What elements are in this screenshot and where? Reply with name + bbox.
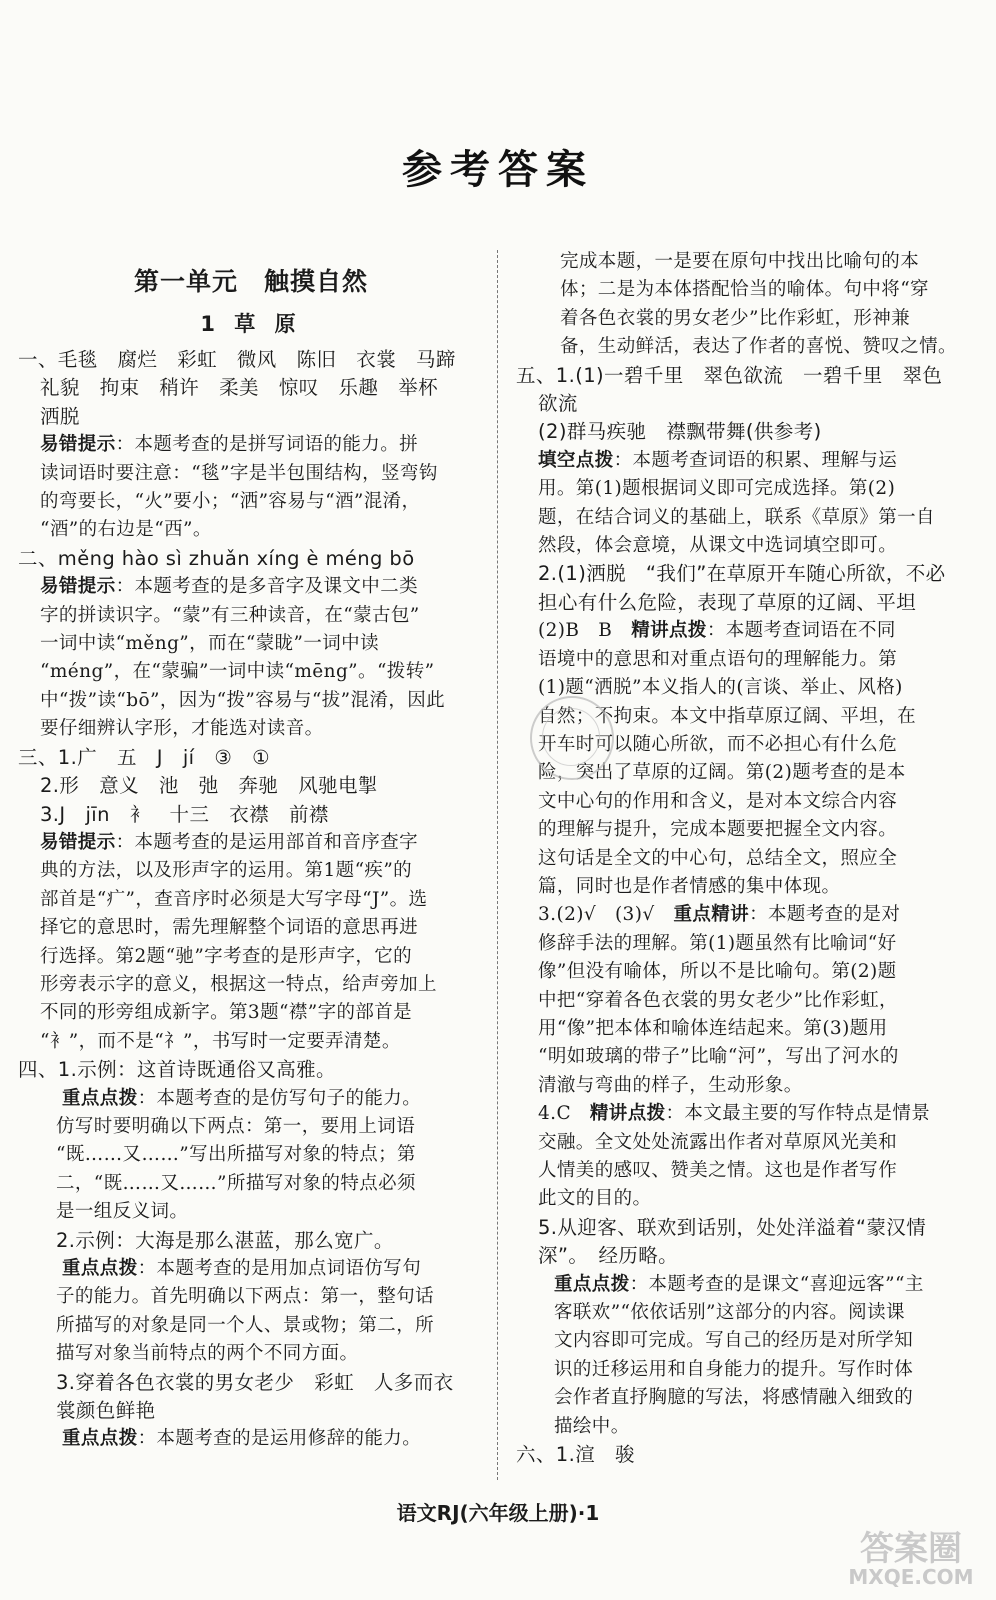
answer-line: 四、1.示例：这首诗既通俗又高雅。 bbox=[18, 1058, 336, 1082]
explanation-line: 描写对象当前特点的两个不同方面。 bbox=[56, 1343, 359, 1365]
watermark-logo bbox=[836, 1529, 986, 1592]
left-lines bbox=[18, 346, 484, 1454]
explanation-line: “既……又……”写出所描写对象的特点；第 bbox=[56, 1144, 416, 1166]
watermark-line1: 答案圈 bbox=[860, 1529, 962, 1569]
answer-line: 洒脱 bbox=[40, 404, 80, 428]
explanation-line bbox=[516, 1100, 976, 1128]
hint-keyword: 易错提示 bbox=[40, 434, 116, 456]
explanation-line: 子的能力。首先明确以下两点：第一，整句话 bbox=[56, 1286, 435, 1308]
watermark-line2: MXQE.COM bbox=[848, 1565, 974, 1589]
line-text-post: ：本题考查的是仿写句子的能力。 bbox=[137, 1087, 422, 1109]
explanation-line: 二，“既……又……”所描写对象的特点必须 bbox=[56, 1172, 416, 1194]
explanation-line: “méng”，在“蒙骗”一词中读“mēng”。“拨转” bbox=[40, 661, 435, 683]
page-footer: 语文RJ(六年级上册)·1 bbox=[396, 1501, 600, 1525]
explanation-line: 交融。全文处处流露出作者对草原风光美和 bbox=[538, 1131, 898, 1153]
explanation-line: 用“像”把本体和喻体连结起来。第(3)题用 bbox=[538, 1017, 888, 1039]
hint-keyword: 精讲点拨 bbox=[631, 620, 707, 642]
explanation-line: 行选择。第2题“驰”字考查的是形声字，它的 bbox=[40, 945, 413, 967]
lesson-title: 1 草 原 bbox=[200, 312, 302, 336]
line-text-post: ：本文最主要的写作特点是情景 bbox=[665, 1103, 931, 1125]
stamp-seal bbox=[530, 696, 614, 780]
explanation-line: 识的迁移运用和自身能力的提升。写作时体 bbox=[554, 1358, 914, 1380]
answer-line: 一、毛毯 腐烂 彩虹 微风 陈旧 衣裳 马蹄 bbox=[18, 348, 456, 371]
right-column bbox=[516, 248, 976, 1469]
explanation-line bbox=[516, 447, 976, 475]
explanation-line: 用。第(1)题根据词义即可完成选择。第(2) bbox=[538, 478, 896, 500]
line-text-post: ：本题考查的是运用部首和音序查字 bbox=[115, 831, 419, 853]
explanation-line bbox=[18, 1425, 484, 1453]
hint-keyword: 重点点拨 bbox=[554, 1273, 630, 1295]
answer-line: 5.从迎客、联欢到话别，处处洋溢着“蒙汉情 bbox=[538, 1215, 927, 1239]
line-text-pre: 3.(2)√ (3)√ bbox=[538, 904, 674, 926]
explanation-line: 语境中的意思和对重点语句的理解能力。第 bbox=[538, 648, 898, 670]
answer-line: 五、1.(1)一碧千里 翠色欲流 一碧千里 翠色 bbox=[516, 363, 943, 387]
explanation-line: 中把“穿着各色衣裳的男女老少”比作彩虹， bbox=[538, 989, 898, 1011]
answer-line: 2.示例：大海是那么湛蓝，那么宽广。 bbox=[56, 1228, 394, 1252]
answer-line: 3.穿着各色衣裳的男女老少 彩虹 人多而衣 bbox=[56, 1370, 454, 1394]
explanation-line bbox=[18, 431, 484, 459]
answer-line: 欲流 bbox=[538, 392, 578, 416]
line-text-post: ：本题考查的是运用修辞的能力。 bbox=[137, 1428, 422, 1450]
explanation-line: 字的拼读识字。“蒙”有三种读音，在“蒙古包” bbox=[40, 604, 420, 626]
explanation-line bbox=[516, 617, 976, 645]
answer-line: 担心有什么危险，表现了草原的辽阔、平坦 bbox=[538, 590, 917, 614]
line-text-post: ：本题考查词语在不同 bbox=[706, 620, 896, 642]
answer-line: 礼貌 拘束 稍许 柔美 惊叹 乐趣 举杯 bbox=[40, 376, 439, 400]
hint-keyword: 重点点拨 bbox=[62, 1087, 138, 1109]
explanation-line: 完成本题，一是要在原句中找出比喻句的本 bbox=[560, 251, 920, 272]
explanation-line: 的理解与提升，完成本题要把握全文内容。 bbox=[538, 819, 898, 841]
line-text-post: ：本题考查的是多音字及课文中二类 bbox=[115, 576, 419, 598]
line-text-pre: 4.C bbox=[538, 1103, 590, 1125]
explanation-line: 典的方法，以及形声字的运用。第1题“疾”的 bbox=[40, 860, 413, 882]
line-text-post: ：本题考查的是拼写词语的能力。拼 bbox=[115, 434, 419, 456]
explanation-line: 开车时可以随心所欲，而不必担心有什么危 bbox=[538, 733, 898, 755]
answer-line: 3.J jīn 衤 十三 衣襟 前襟 bbox=[40, 802, 329, 826]
explanation-line: 描绘中。 bbox=[554, 1415, 630, 1437]
explanation-line bbox=[516, 901, 976, 929]
explanation-line: 像”但没有喻体，所以不是比喻句。第(2)题 bbox=[538, 961, 897, 983]
answer-line: 深”。 经历略。 bbox=[538, 1244, 679, 1268]
answer-line: 二、měng hào sì zhuǎn xíng è méng bō bbox=[18, 546, 415, 570]
explanation-line: 自然；不拘束。本文中指草原辽阔、平坦，在 bbox=[538, 705, 917, 727]
hint-keyword: 重点精讲 bbox=[673, 904, 750, 926]
hint-keyword: 填空点拨 bbox=[538, 449, 614, 471]
explanation-line: 要仔细辨认字形，才能选对读音。 bbox=[40, 718, 324, 740]
explanation-line bbox=[18, 1255, 484, 1283]
explanation-line: “酒”的右边是“西”。 bbox=[40, 519, 212, 541]
line-text-post: ：本题考查词语的积累、理解与运 bbox=[613, 449, 898, 471]
explanation-line: 不同的形旁组成新字。第3题“襟”字的部首是 bbox=[40, 1002, 413, 1024]
answer-line: 裳颜色鲜艳 bbox=[56, 1399, 156, 1423]
explanation-line: 一词中读“měng”，而在“蒙眬”一词中读 bbox=[40, 633, 379, 655]
right-lines bbox=[516, 248, 976, 1469]
explanation-line: 体；二是为本体搭配恰当的喻体。句中将“穿 bbox=[560, 279, 929, 301]
page-title: 参考答案 bbox=[402, 147, 594, 193]
explanation-line bbox=[18, 573, 484, 601]
explanation-line: 客联欢”“依依话别”这部分的内容。阅读课 bbox=[554, 1302, 905, 1324]
explanation-line: 这句话是全文的中心句，总结全文，照应全 bbox=[538, 847, 898, 869]
explanation-line: (1)题“洒脱”本义指人的(言谈、举止、风格) bbox=[538, 677, 903, 699]
hint-keyword: 重点点拨 bbox=[62, 1258, 138, 1279]
explanation-line: 形旁表示字的意义，根据这一特点，给声旁加上 bbox=[40, 973, 437, 995]
left-column bbox=[18, 248, 484, 1454]
explanation-line: 文内容即可完成。写自己的经历是对所学知 bbox=[554, 1330, 914, 1352]
hint-keyword: 精讲点拨 bbox=[589, 1103, 666, 1125]
explanation-line bbox=[18, 1085, 484, 1113]
column-divider bbox=[497, 250, 498, 1480]
line-text-pre: (2)B B bbox=[538, 620, 632, 642]
explanation-line: 所描写的对象是同一个人、景或物；第二，所 bbox=[56, 1314, 435, 1336]
explanation-line: “衤”，而不是“礻”，书写时一定要弄清楚。 bbox=[40, 1030, 401, 1052]
hint-keyword: 易错提示 bbox=[40, 576, 116, 598]
line-text-post: ：本题考查的是课文“喜迎远客”“主 bbox=[629, 1273, 924, 1295]
answer-line: 2.(1)洒脱 “我们”在草原开车随心所欲，不必 bbox=[538, 562, 946, 586]
explanation-line: 中“拨”读“bō”，因为“拨”容易与“拔”混淆，因此 bbox=[40, 689, 446, 711]
explanation-line: 人情美的感叹、赞美之情。这也是作者写作 bbox=[538, 1160, 898, 1181]
unit-title: 第一单元 触摸自然 bbox=[133, 267, 368, 296]
explanation-line: 仿写时要明确以下两点：第一，要用上词语 bbox=[56, 1115, 416, 1137]
answer-line: 2.形 意义 池 弛 奔驰 风驰电掣 bbox=[40, 774, 378, 798]
explanation-line: 然段，体会意境，从课文中选词填空即可。 bbox=[538, 535, 898, 557]
explanation-line: 文中心句的作用和含义，是对本文综合内容 bbox=[538, 790, 898, 812]
line-text-post: ：本题考查的是对 bbox=[749, 904, 901, 926]
explanation-line: 是一组反义词。 bbox=[56, 1201, 189, 1223]
explanation-line: 篇，同时也是作者情感的集中体现。 bbox=[538, 875, 841, 897]
explanation-line: 的弯要长，“火”要小；“洒”容易与“酒”混淆， bbox=[40, 491, 421, 513]
explanation-line: 读词语时要注意：“毯”字是半包围结构，竖弯钩 bbox=[40, 462, 438, 484]
explanation-line: 备，生动鲜活，表达了作者的喜悦、赞叹之情。 bbox=[560, 336, 957, 358]
explanation-line: 此文的目的。 bbox=[538, 1188, 652, 1210]
answer-line: 三、1.广 五 J jí ③ ① bbox=[18, 745, 271, 769]
explanation-line: “明如玻璃的带子”比喻“河”，写出了河水的 bbox=[538, 1046, 899, 1068]
hint-keyword: 重点点拨 bbox=[62, 1428, 138, 1450]
line-text-post: ：本题考查的是用加点词语仿写句 bbox=[137, 1258, 422, 1279]
explanation-line bbox=[18, 829, 484, 857]
hint-keyword: 易错提示 bbox=[40, 831, 116, 853]
explanation-line: 部首是“疒”，查音序时必须是大写字母“J”。选 bbox=[40, 888, 428, 910]
explanation-line: 修辞手法的理解。第(1)题虽然有比喻词“好 bbox=[538, 932, 897, 954]
answer-line: 六、1.渲 骏 bbox=[516, 1443, 635, 1467]
explanation-line: 会作者直抒胸臆的写法，将感情融入细致的 bbox=[554, 1387, 914, 1409]
answer-line: (2)群马疾驰 襟飘带舞(供参考) bbox=[538, 420, 822, 444]
explanation-line bbox=[516, 1271, 976, 1299]
explanation-line: 题，在结合词义的基础上，联系《草原》第一自 bbox=[538, 506, 935, 528]
explanation-line: 清澈与弯曲的样子，生动形象。 bbox=[538, 1074, 803, 1096]
explanation-line: 着各色衣裳的男女老少”比作彩虹，形神兼 bbox=[560, 307, 911, 329]
explanation-line: 险，突出了草原的辽阔。第(2)题考查的是本 bbox=[538, 762, 906, 784]
explanation-line: 择它的意思时，需先理解整个词语的意思再进 bbox=[40, 917, 419, 939]
